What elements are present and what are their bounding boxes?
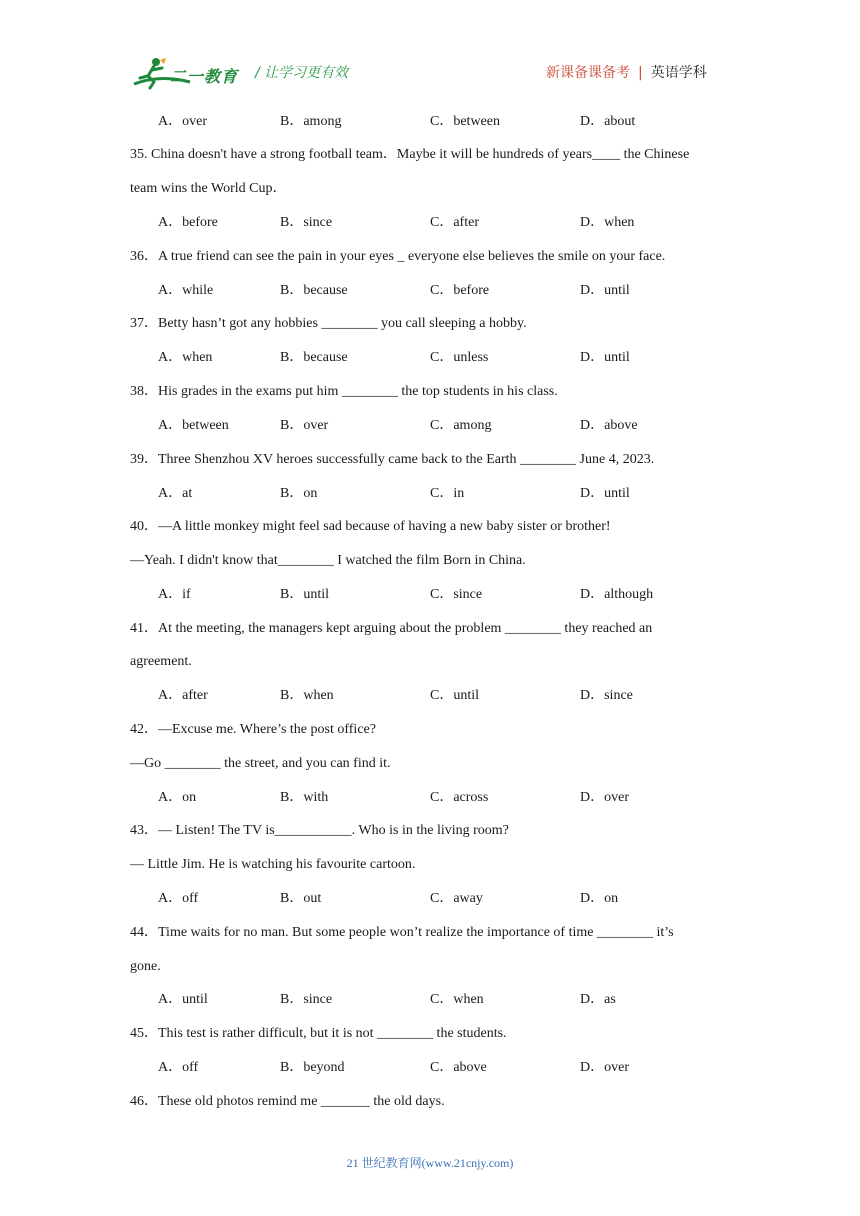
option-c: C．when — [430, 992, 484, 1007]
option-a: A．when — [158, 350, 213, 365]
question-text: — Little Jim. He is watching his favourite cartoon. — [130, 857, 416, 872]
question-text: 38．His grades in the exams put him ________ the top students in his class. — [130, 384, 558, 399]
option-c: C．until — [430, 688, 480, 703]
option-d: D．when — [580, 215, 635, 230]
option-c: C．after — [430, 215, 479, 230]
option-b: B．among — [280, 114, 342, 129]
question-text: 35. China doesn't have a strong football team．Maybe it will be hundreds of years____ the Chinese — [130, 147, 690, 162]
option-b: B．because — [280, 283, 348, 298]
option-d: D．as — [580, 992, 616, 1007]
question-text: 45．This test is rather difficult, but it is not ________ the students. — [130, 1026, 507, 1041]
option-b: B．because — [280, 350, 348, 365]
option-c: C．away — [430, 891, 483, 906]
header-right — [546, 62, 707, 82]
option-a: A．before — [158, 215, 218, 230]
page-header — [0, 0, 860, 100]
option-d: D．about — [580, 114, 636, 129]
option-b: B．over — [280, 418, 329, 433]
exam-label: 新课备课备考 — [546, 65, 630, 81]
option-d: D．although — [580, 587, 654, 602]
option-d: D．over — [580, 1060, 629, 1075]
option-a: A．over — [158, 114, 207, 129]
option-c: C．before — [430, 283, 490, 298]
option-d: D．until — [580, 486, 630, 501]
option-a: A．while — [158, 283, 214, 298]
question-text: 40．—A little monkey might feel sad because of having a new baby sister or brother! — [130, 519, 611, 534]
question-text: gone. — [130, 959, 161, 974]
option-d: D．until — [580, 283, 630, 298]
option-d: D．since — [580, 688, 633, 703]
option-a: A．at — [158, 486, 193, 501]
question-text: 41．At the meeting, the managers kept arguing about the problem ________ they reached an — [130, 621, 653, 636]
option-b: B．beyond — [280, 1060, 345, 1075]
option-c: C．in — [430, 486, 465, 501]
question-text: 37．Betty hasn’t got any hobbies ________ you call sleeping a hobby. — [130, 316, 527, 331]
option-d: D．until — [580, 350, 630, 365]
option-a: A．on — [158, 790, 197, 805]
option-b: B．with — [280, 790, 329, 805]
option-a: A．between — [158, 418, 229, 433]
option-a: A．off — [158, 1060, 199, 1075]
question-text: —Go ________ the street, and you can find it. — [130, 756, 391, 771]
subject-label: 英语学科 — [650, 65, 707, 81]
option-d: D．over — [580, 790, 629, 805]
option-b: B．out — [280, 891, 322, 906]
question-text: 39．Three Shenzhou XV heroes successfully came back to the Earth ________ June 4, 2023. — [130, 452, 655, 467]
page-footer: 21 世纪教育网(www.21cnjy.com) — [346, 1156, 514, 1170]
question-text: —Yeah. I didn't know that________ I watched the film Born in China. — [130, 553, 526, 568]
question-text: 46．These old photos remind me _______ the old days. — [130, 1094, 445, 1109]
question-text: 42．—Excuse me. Where’s the post office? — [130, 722, 376, 737]
option-c: C．among — [430, 418, 492, 433]
option-b: B．until — [280, 587, 330, 602]
option-a: A．until — [158, 992, 208, 1007]
question-text: 44．Time waits for no man. But some people won’t realize the importance of time ________ it’s — [130, 925, 674, 940]
option-b: B．on — [280, 486, 318, 501]
option-a: A．after — [158, 688, 208, 703]
header-separator: | — [638, 65, 643, 81]
option-b: B．when — [280, 688, 334, 703]
option-a: A．if — [158, 587, 191, 602]
option-c: C．across — [430, 790, 489, 805]
option-b: B．since — [280, 992, 333, 1007]
question-text: 36．A true friend can see the pain in your eyes _ everyone else believes the smile on your face. — [130, 249, 666, 264]
option-d: D．on — [580, 891, 619, 906]
option-c: C．between — [430, 114, 500, 129]
option-b: B．since — [280, 215, 333, 230]
question-text: agreement. — [130, 654, 192, 669]
option-c: C．above — [430, 1060, 487, 1075]
option-c: C．unless — [430, 350, 489, 365]
question-text: team wins the World Cup． — [130, 181, 287, 196]
option-d: D．above — [580, 418, 638, 433]
option-a: A．off — [158, 891, 199, 906]
question-text: 43．— Listen! The TV is___________. Who is in the living room? — [130, 823, 509, 838]
option-c: C．since — [430, 587, 483, 602]
slogan: / 让学习更有效 — [255, 65, 349, 81]
logo-text: 二一教育 — [170, 67, 239, 86]
